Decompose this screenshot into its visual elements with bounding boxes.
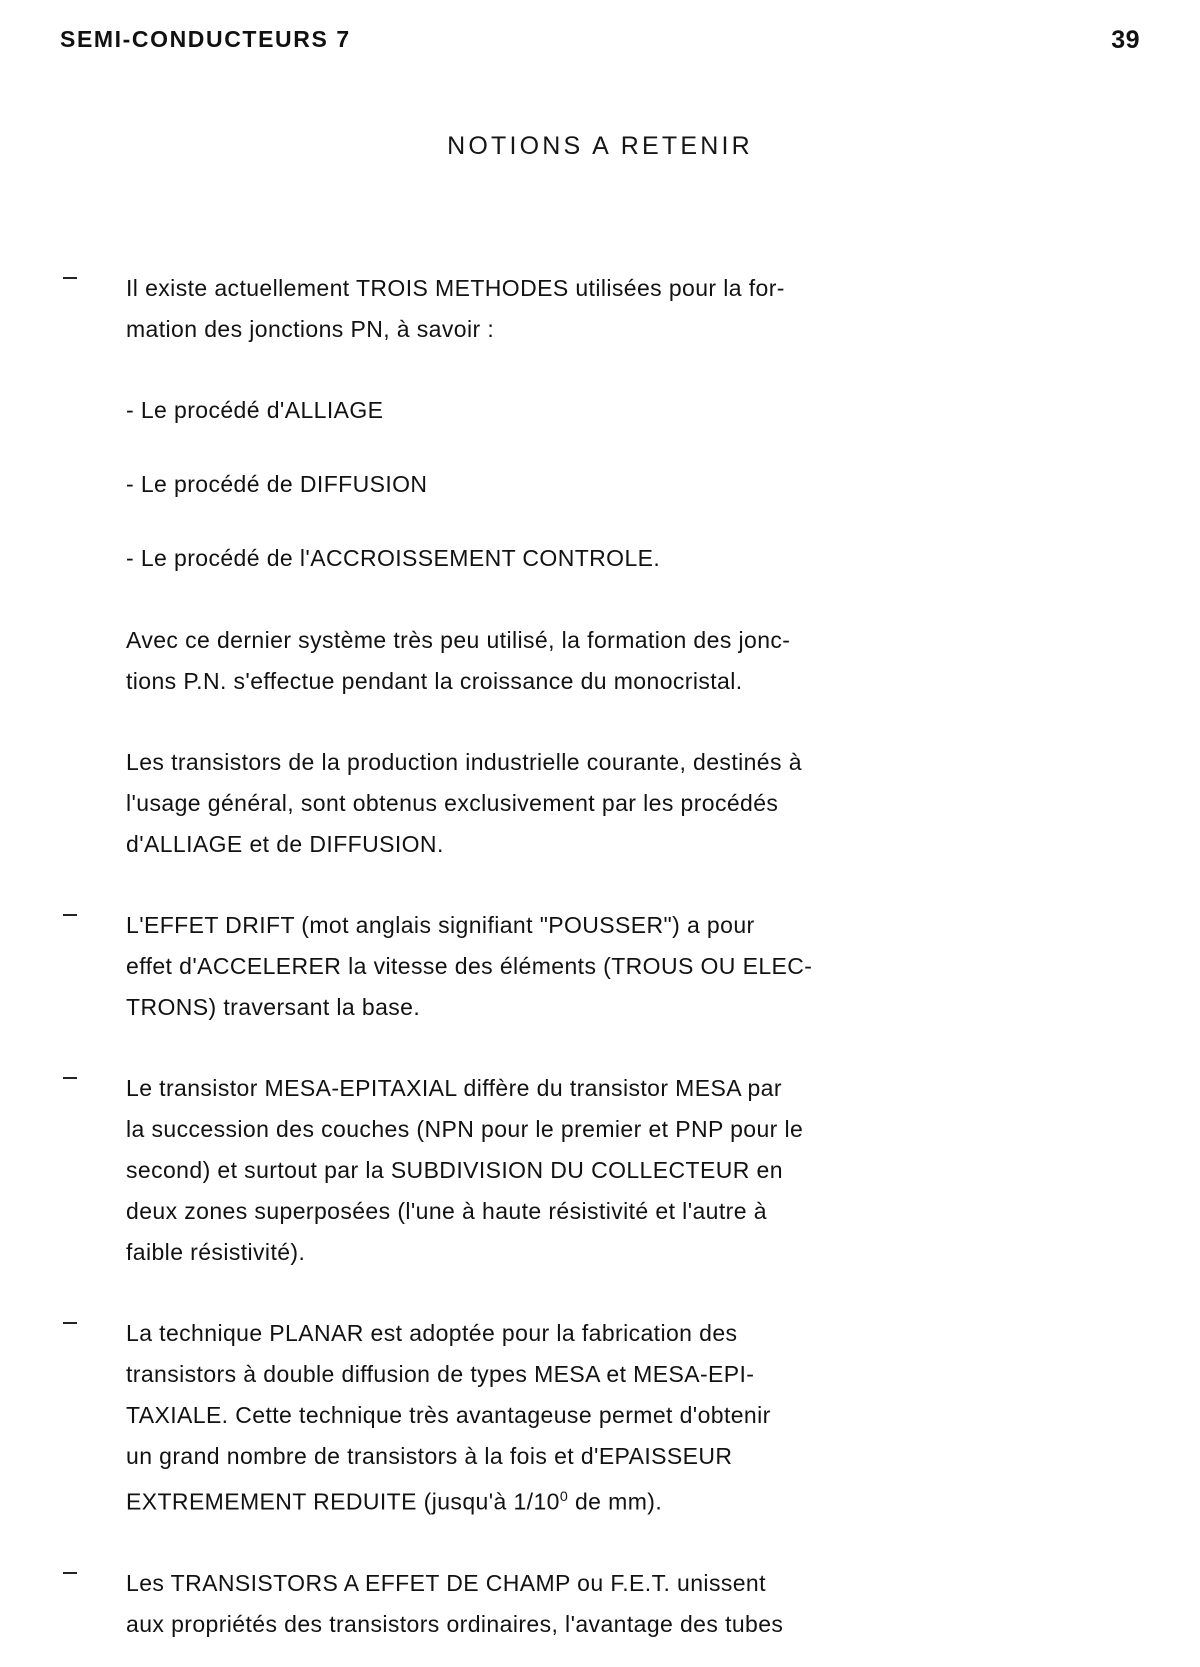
exponent: 0	[559, 1489, 569, 1505]
bullet-dash-icon	[63, 1077, 77, 1079]
paragraph-mesa-epitaxial	[60, 1068, 1080, 1273]
line: transistors à double diffusion de types MESA et MESA-EPI-	[126, 1361, 755, 1387]
paragraph-trois-methodes	[60, 268, 1080, 350]
line: TRONS) traversant la base.	[126, 994, 421, 1020]
line: mation des jonctions PN, à savoir :	[126, 316, 495, 342]
method-list	[126, 390, 1080, 578]
running-head: SEMI-CONDUCTEURS 7	[60, 26, 351, 52]
paragraph-accroissement	[60, 620, 1080, 702]
list-item: - Le procédé d'ALLIAGE	[126, 397, 384, 423]
page-header	[60, 26, 1140, 66]
line: L'EFFET DRIFT (mot anglais signifiant "POUSSER") a pour	[126, 912, 755, 938]
line: deux zones superposées (l'une à haute résistivité et l'autre à	[126, 1198, 767, 1224]
list-item: - Le procédé de l'ACCROISSEMENT CONTROLE.	[126, 545, 661, 571]
line: Les TRANSISTORS A EFFET DE CHAMP ou F.E.T. unissent	[126, 1569, 766, 1596]
bullet-dash-icon	[63, 1322, 77, 1324]
paragraph-planar	[60, 1313, 1080, 1523]
bullet-dash-icon	[63, 1572, 77, 1574]
paragraph-effet-drift	[60, 905, 1080, 1028]
line: second) et surtout par la SUBDIVISION DU COLLECTEUR en	[126, 1157, 783, 1183]
bullet-dash-icon	[63, 914, 77, 916]
line: d'ALLIAGE et de DIFFUSION.	[126, 831, 444, 857]
line: Il existe actuellement TROIS METHODES utilisées pour la for-	[126, 275, 785, 301]
paragraph-fet	[60, 1563, 1080, 1645]
line: l'usage général, sont obtenus exclusivement par les procédés	[126, 790, 779, 816]
line: aux propriétés des transistors ordinaires, l'avantage des tubes	[126, 1610, 784, 1637]
line: Avec ce dernier système très peu utilisé, la formation des jonc-	[126, 627, 791, 653]
page-title: NOTIONS A RETENIR	[447, 132, 753, 160]
paragraph-transistors-production	[60, 742, 1080, 865]
line: un grand nombre de transistors à la fois et d'EPAISSEUR	[126, 1443, 733, 1469]
list-item: - Le procédé de DIFFUSION	[126, 471, 428, 497]
page-number: 39	[1111, 26, 1140, 54]
line: de mm).	[568, 1488, 663, 1515]
line: faible résistivité).	[126, 1239, 306, 1265]
line: La technique PLANAR est adoptée pour la fabrication des	[126, 1320, 738, 1346]
line: Le transistor MESA-EPITAXIAL diffère du transistor MESA par	[126, 1075, 782, 1101]
document-body	[60, 268, 1080, 1667]
line: effet d'ACCELERER la vitesse des éléments (TROUS OU ELEC-	[126, 953, 813, 979]
line: Les transistors de la production industrielle courante, destinés à	[126, 749, 802, 775]
line: tions P.N. s'effectue pendant la croissance du monocristal.	[126, 668, 743, 694]
line: la succession des couches (NPN pour le premier et PNP pour le	[126, 1116, 804, 1142]
line: TAXIALE. Cette technique très avantageuse permet d'obtenir	[126, 1402, 771, 1428]
line: EXTREMEMENT REDUITE (jusqu'à 1/10	[126, 1488, 560, 1515]
bullet-dash-icon	[63, 277, 77, 279]
